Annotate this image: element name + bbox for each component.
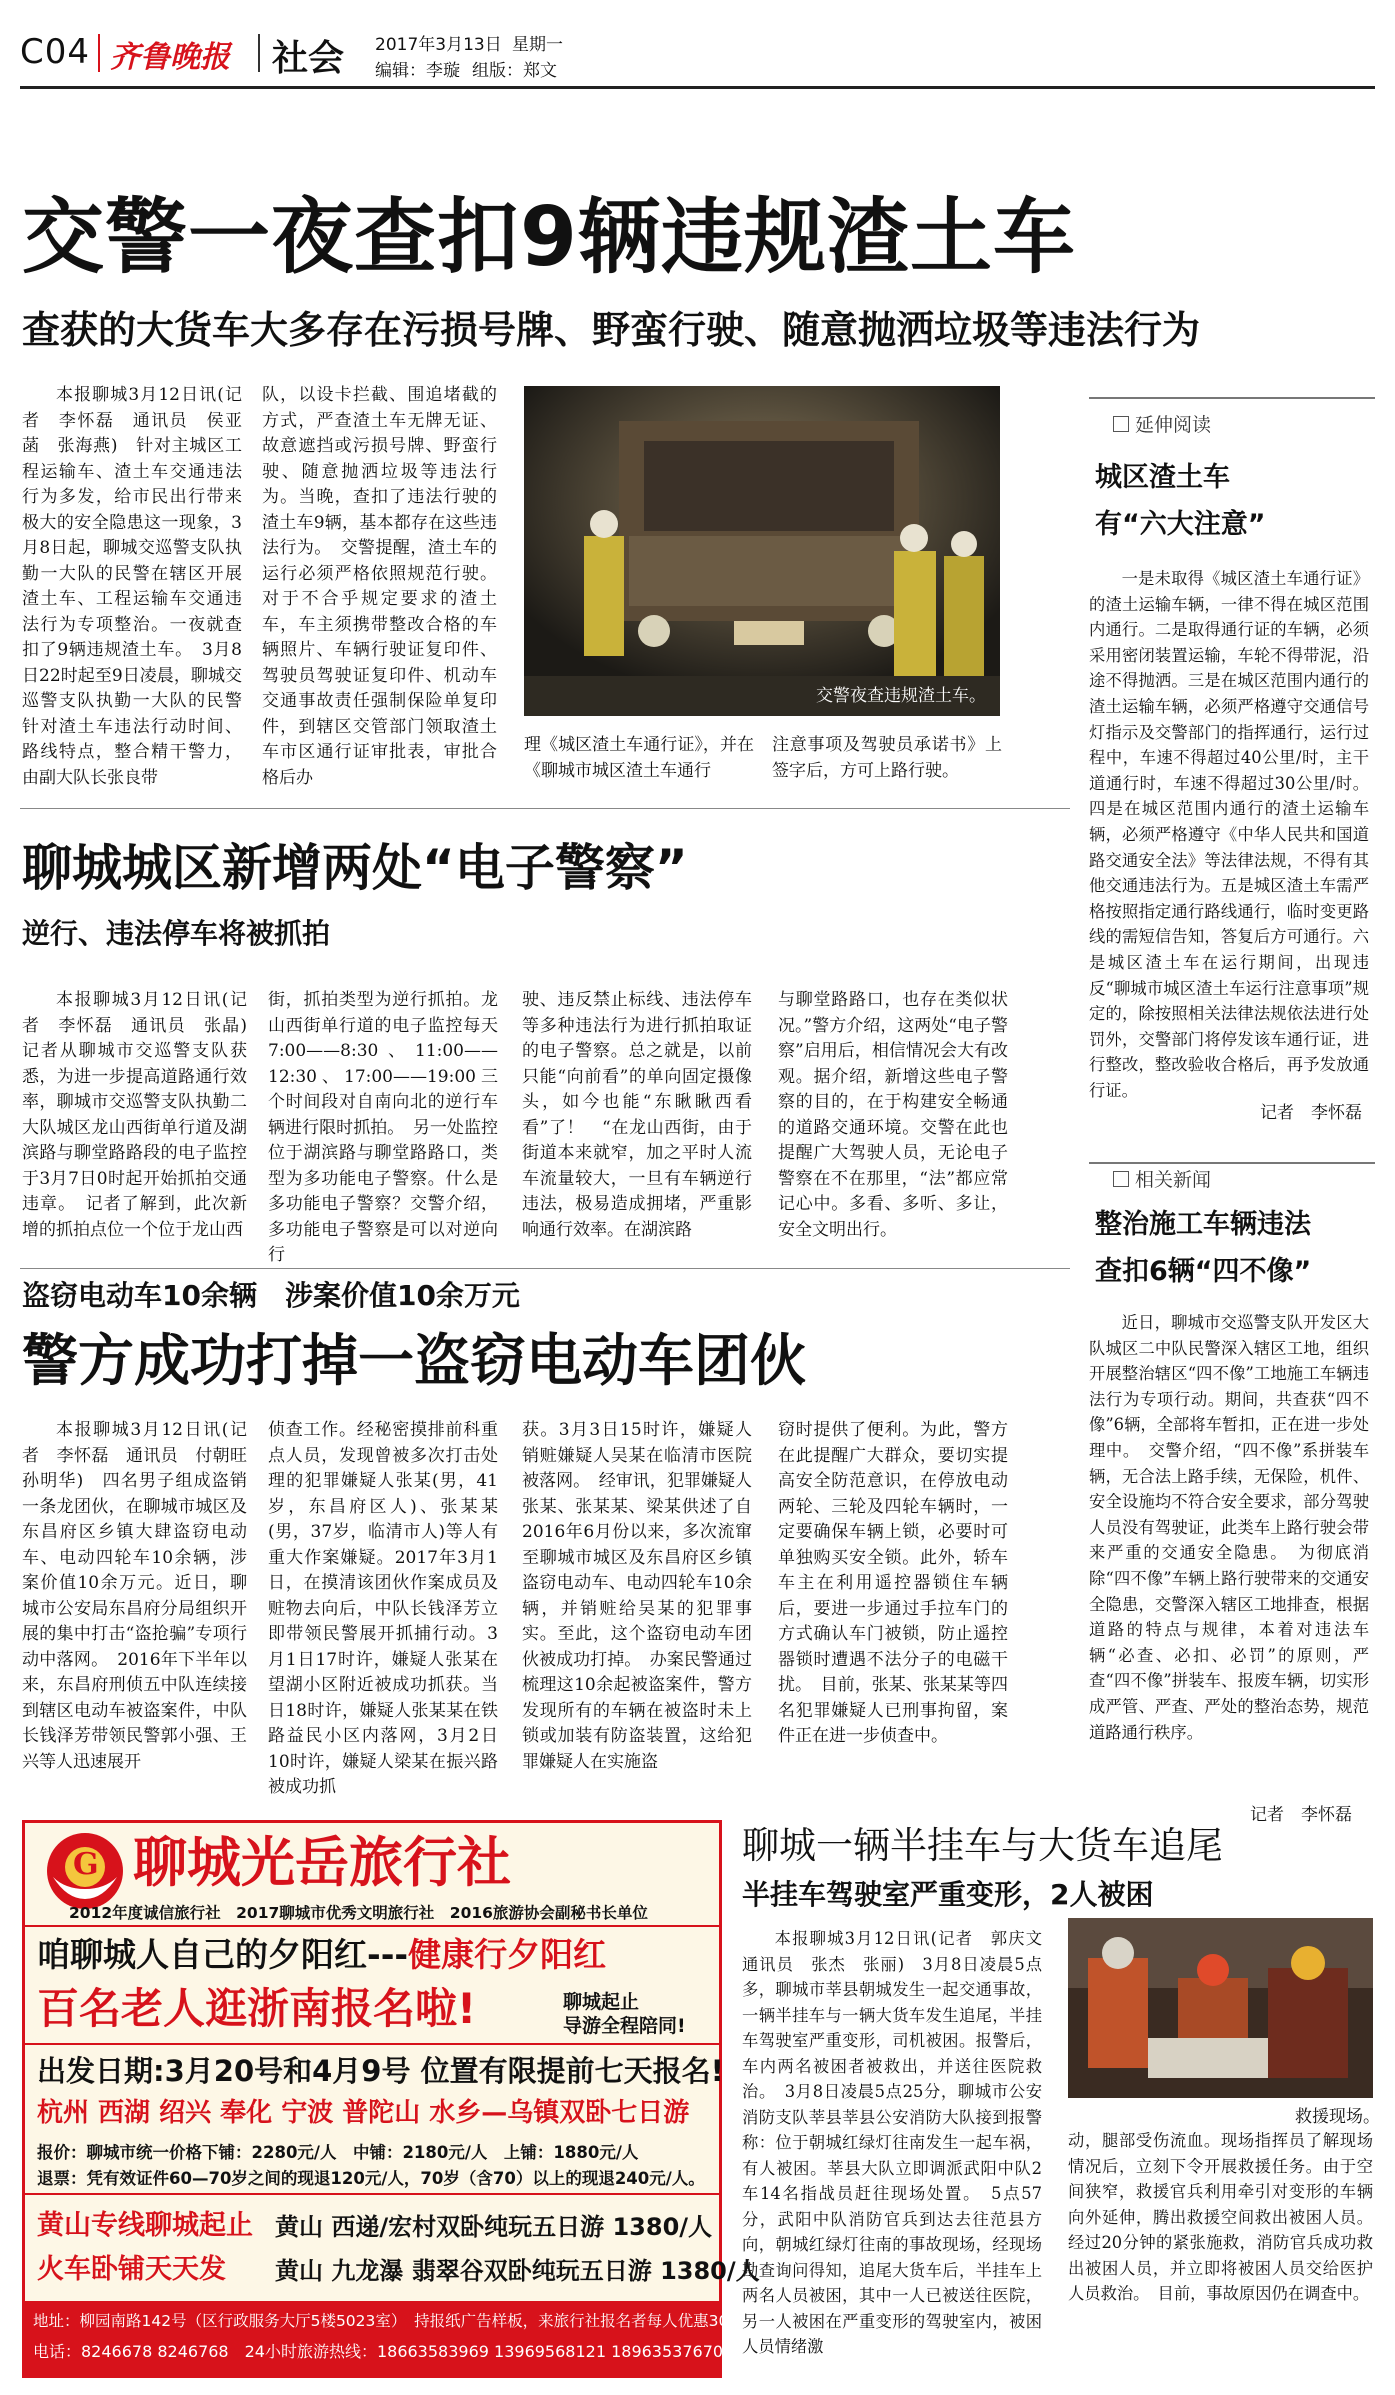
story1-subhead: 查获的大货车大多存在污损号牌、野蛮行驶、随意抛洒垃圾等违法行为 — [22, 308, 1201, 352]
sidebar2-title-line1: 整治施工车辆违法 — [1095, 1209, 1311, 1240]
ad-slogan-part2: 健康行夕阳红 — [408, 1935, 607, 1974]
ad-train-left: 火车卧铺天天发 — [37, 2254, 226, 2285]
sidebar2-body: 近日，聊城市交巡警支队开发区大队城区二中队民警深入辖区工地，组织开展整治辖区“四不像”工地施工车辆违法行为专项行动。期间，共查获“四不像”6辆，全部将车暂扣，正在进一步处理中。 交警介绍，“四不像”系拼装车辆，无合法上路手续，无保险，机件、安全设施均不符合安全要求，部分驾驶人员没有驾驶证，此类车上路行驶会带来严重的交通安全隐患。 为彻底消除“四不像”车辆上路行驶带来的交通安全隐患，交警深入辖区工地排查，根据道路的特点与规律，本着对违法车辆“必查、必扣、必罚”的原则，严查“四不像”拼装车、报废车辆，切实形成严管、严查、严处的整治态势，规范道路通行秩序。 — [1089, 1313, 1369, 1742]
story4-column-2: 动，腿部受伤流血。现场指挥员了解现场情况后，立刻下令开展救援任务。由于空间狭窄，救援官兵利用牵引对变形的车辆向外延伸，腾出救援空间救出被困人员。经过20分钟的紧张施救，消防官兵成功救出被困人员，并立即将被困人员交给医护人员救治。 目前，事故原因仍在调查中。 — [1068, 2131, 1373, 2303]
editor-credit: 编辑：李璇 — [375, 61, 460, 81]
ad-divider — [25, 1925, 719, 1927]
ad-phone: 电话：8246678 8246768 24小时旅游热线：18663583969 13969568121 18963537670 — [33, 2342, 724, 2361]
story1-photo — [524, 386, 1000, 716]
ad-huangshan-right: 黄山 西递/宏村双卧纯玩五日游 1380/人 — [275, 2213, 713, 2241]
story3-column-4: 窃时提供了便利。为此，警方在此提醒广大群众，要切实提高安全防范意识，在停放电动两轮、三轮及四轮车辆时，一定要确保车辆上锁，必要时可单独购买安全锁。此外，轿车车主在利用遥控器锁住车辆后，要进一步通过手拉车门的方式确认车门被锁，防止遥控器锁时遭遇不法分子的电磁干扰。 目前，张某、张某某等四名犯罪嫌疑人已刑事拘留，案件正在进一步侦查中。 — [778, 1420, 1008, 1746]
travel-ad — [22, 1820, 765, 2378]
rescue-scene-photo — [1068, 1918, 1373, 2098]
company-name: 聊城光岳旅行社 — [133, 1831, 511, 1894]
masthead-divider — [258, 34, 260, 72]
ad-divider — [25, 2043, 719, 2045]
ad-address: 地址：柳园南路142号（区行政服务大厅5楼5023室） 持报纸广告样板，来旅行社报名者每人优惠30元/人 — [33, 2312, 765, 2330]
section-name: 社会 — [272, 38, 345, 79]
paper-name: 齐鲁晚报 — [110, 40, 230, 75]
story2-column-3: 驶、违反禁止标线、违法停车等多种违法行为进行抓拍取证的电子警察。总之就是，以前只能“向前看”的单向固定摄像头，如今也能“东瞅瞅西看看”了！ “在龙山西街，由于街道本来就窄，加之平时人流车流量较大，一旦有车辆逆行违法，极易造成拥堵，严重影响通行效率。在湖滨路 — [522, 990, 752, 1240]
story3-column-2: 侦查工作。经秘密摸排前科重点人员，发现曾被多次打击处理的犯罪嫌疑人张某(男，41岁，东昌府区人)、张某某(男，37岁，临清市人)等人有重大作案嫌疑。2017年3月1日，在摸清该团伙作案成员及赃物去向后，中队长钱泽芳立即带领民警展开抓捕行动。3月1日17时许，嫌疑人张某在望湖小区附近被成功抓获。当日18时许，嫌疑人张某某在铁路益民小区内落网，3月2日10时许，嫌疑人梁某在振兴路被成功抓 — [268, 1420, 498, 1797]
sidebar1-body: 一是未取得《城区渣土车通行证》的渣土运输车辆，一律不得在城区范围内通行。二是取得通行证的车辆，必须采用密闭装置运输，车轮不得带泥，沿途不得抛洒。三是在城区范围内通行的渣土运输车辆，必须严格遵守交通信号灯指示及交警部门的指挥通行，运行过程中，车速不得超过40公里/时，主干道通行时，车速不得超过30公里/时。四是在城区范围内通行的渣土运输车辆，必须严格遵守《中华人民共和国道路交通安全法》等法律法规，不得有其他交通违法行为。五是城区渣土车需严格按照指定通行路线通行，临时变更路线的需短信告知，答复后方可通行。六是城区渣土车在运行期间，出现违反“聊城市城区渣土车运行注意事项”规定的，除按照相关法律法规依法进行处罚外，交警部门将停发该车通行证，进行整改，整改验收合格后，再予发放通行证。 — [1089, 569, 1369, 1100]
sidebar1-label — [1113, 410, 1211, 437]
ad-slogan2: 百名老人逛浙南报名啦! — [37, 1984, 477, 2033]
ad-refund: 退票：凭有效证件60—70岁之间的现退120元/人，70岁（含70）以上的现退240元/人。 — [37, 2169, 705, 2188]
sidebar1-title-line2: 有“六大注意” — [1095, 509, 1266, 540]
company-logo — [47, 1833, 123, 1909]
ad-slogan-part1: 咱聊城人自己的夕阳红--- — [37, 1935, 409, 1974]
story4-photo — [1068, 1918, 1373, 2098]
ad-route: 杭州 西湖 绍兴 奉化 宁波 普陀山 水乡—乌镇双卧七日游 — [37, 2098, 690, 2128]
sidebar1-label-text: 延伸阅读 — [1135, 414, 1212, 436]
masthead-divider — [98, 34, 100, 72]
story2-subhead: 逆行、违法停车将被抓拍 — [22, 917, 331, 950]
sidebar1-title-line1: 城区渣土车 — [1095, 462, 1230, 493]
story4-subhead: 半挂车驾驶室严重变形，2人被困 — [742, 1878, 1154, 1911]
ad-slogan — [37, 1933, 606, 1977]
ad-departure: 出发日期:3月20号和4月9号 位置有限提前七天报名! — [37, 2054, 724, 2088]
ad-slogan2-note2: 导游全程陪同! — [563, 2015, 686, 2037]
company-honors: 2012年度诚信旅行社 2017聊城市优秀文明旅行社 2016旅游协会副秘书长单位 — [69, 1904, 648, 1922]
story3-headline: 警方成功打掉一盗窃电动车团伙 — [22, 1329, 806, 1394]
masthead-rule — [20, 86, 1375, 89]
section-divider — [20, 1268, 1070, 1269]
story1-photo-caption: 交警夜查违规渣土车。 — [816, 686, 986, 706]
story1-column-1: 本报聊城3月12日讯(记者 李怀磊 通讯员 侯亚菡 张海燕) 针对主城区工程运输车、渣土车交通违法行为多发，给市民出行带来极大的安全隐患这一现象，3月8日起，聊城交巡警支队执勤一大队的民警在辖区开展渣土车、工程运输车交通违法行为专项整治。一夜就查扣了9辆违规渣土车。 3月8日22时起至9日凌晨，聊城交巡警支队执勤一大队的民警针对渣土车违法行动时间、路线特点，整合精干警力，由副大队长张良带 — [22, 385, 242, 788]
story3-kicker: 盗窃电动车10余辆 涉案价值10余万元 — [22, 1279, 520, 1312]
sidebar2-title-line2: 查扣6辆“四不像” — [1095, 1256, 1312, 1287]
story1-column-3: 理《城区渣土车通行证》，并在《聊城市城区渣土车通行 — [524, 735, 754, 781]
story2-column-1: 本报聊城3月12日讯(记者 李怀磊 通讯员 张晶) 记者从聊城市交巡警支队获悉，为进一步提高道路通行效率，聊城市交巡警支队执勤二大队城区龙山西街单行道及湖滨路与聊堂路路段的电子监控于3月7日0时起开始抓拍交通违章。 记者了解到，此次新增的抓拍点位一个位于龙山西 — [22, 990, 264, 1240]
issue-date: 2017年3月13日 — [375, 35, 502, 55]
ad-divider — [25, 2193, 719, 2195]
story3-column-1: 本报聊城3月12日讯(记者 李怀磊 通讯员 付朝旺 孙明华) 四名男子组成盗销一条龙团伙，在聊城市城区及东昌府区乡镇大肆盗窃电动车、电动四轮车10余辆，涉案价值10余万元。近日，聊城市公安局东昌府分局组织开展的集中打击“盗抢骗”专项行动中落网。 2016年下半年以来，东昌府刑侦五中队连续接到辖区电动车被盗案件，中队长钱泽芳带领民警郭小强、王兴等人迅速展开 — [22, 1420, 264, 1772]
sidebar1-author: 记者 李怀磊 — [1260, 1103, 1362, 1123]
truck-night-photo — [524, 386, 1000, 716]
story3-column-3: 获。3月3日15时许，嫌疑人销赃嫌疑人吴某在临清市医院被落网。 经审讯，犯罪嫌疑人张某、张某某、梁某供述了自2016年6月份以来，多次流窜至聊城市城区及东昌府区乡镇盗窃电动车、电动四轮车10余辆，并销赃给吴某的犯罪事实。至此，这个盗窃电动车团伙被成功打掉。 办案民警通过梳理这10余起被盗案件，警方发现所有的车辆在被盗时未上锁或加装有防盗装置，这给犯罪嫌疑人在实施盗 — [522, 1420, 752, 1772]
sidebar1-top-rule — [1089, 397, 1375, 399]
checkbox-icon — [1113, 416, 1129, 432]
checkbox-icon — [1113, 1171, 1129, 1187]
sidebar2-label — [1113, 1165, 1211, 1192]
sidebar2-label-text: 相关新闻 — [1135, 1169, 1212, 1191]
section-divider — [20, 808, 1070, 809]
issue-weekday: 星期一 — [512, 35, 563, 55]
masthead — [20, 26, 1375, 82]
story4-column-1: 本报聊城3月12日讯(记者 郭庆文 通讯员 张杰 张丽) 3月8日凌晨5点多，聊城市莘县朝城发生一起交通事故，一辆半挂车与一辆大货车发生追尾，半挂车驾驶室严重变形，司机被困。报警后，车内两名被困者被救出，并送往医院救治。 3月8日凌晨5点25分，聊城市公安消防支队莘县莘县公安消防大队接到报警称：位于朝城红绿灯往南发生一起车祸，有人被困。莘县大队立即调派武阳中队2车14名指战员赶往现场处置。 5点57分，武阳中队消防官兵到达去往范县方向，朝城红绿灯往南的事故现场，经现场勘查询问得知，追尾大货车后，半挂车上两名人员被困，其中一人已被送往医院，另一人被困在严重变形的驾驶室内，被困人员情绪激 — [742, 1929, 1059, 2356]
story2-column-4: 与聊堂路路口，也存在类似状况。”警方介绍，这两处“电子警察”启用后，相信情况会大有改观。据介绍，新增这些电子警察的目的，在于构建安全畅通的道路交通环境。交警在此也提醒广大驾驶人员，无论电子警察在不在那里，“法”都应常记心中。多看、多听、多让，安全文明出行。 — [778, 990, 1008, 1240]
story2-column-2: 街，抓拍类型为逆行抓拍。龙山西街单行道的电子监控每天7:00——8:30、11:00——12:30、17:00——19:00三个时间段对自南向北的逆行车辆进行限时抓拍。 另一处监控位于湖滨路与聊堂路路口，类型为多功能电子警察。什么是多功能电子警察？交警介绍，多功能电子警察是可以对逆向行 — [268, 990, 498, 1265]
ad-slogan2-note1: 聊城起止 — [563, 1991, 640, 2013]
story2-headline: 聊城城区新增两处“电子警察” — [22, 839, 688, 897]
story1-headline: 交警一夜查扣9辆违规渣土车 — [22, 190, 1077, 285]
story1-column-4: 注意事项及驾驶员承诺书》上签字后，方可上路行驶。 — [772, 735, 1002, 781]
ad-price: 报价：聊城市统一价格下铺：2280元/人 中铺：2180元/人 上铺：1880元/人 — [37, 2143, 639, 2162]
story1-column-2: 队，以设卡拦截、围追堵截的方式，严查渣土车无牌无证、故意遮挡或污损号牌、野蛮行驶、随意抛洒垃圾等违法行为。当晚，查扣了违法行驶的渣土车9辆，基本都存在这些违法行为。 交警提醒，渣土车的运行必须严格依照规范行驶。对于不合乎规定要求的渣土车，车主须携带整改合格的车辆照片、车辆行驶证复印件、驾驶员驾驶证复印件、机动车交通事故责任强制保险单复印件，到辖区交管部门领取渣土车市区通行证审批表，审批合格后办 — [262, 385, 497, 788]
layout-credit: 组版：郑文 — [472, 61, 557, 81]
page-number: C04 — [20, 32, 91, 72]
story4-photo-caption: 救援现场。 — [1295, 2107, 1380, 2127]
ad-train-right: 黄山 九龙瀑 翡翠谷双卧纯玩五日游 1380/人 — [275, 2257, 760, 2285]
sidebar2-author: 记者 李怀磊 — [1250, 1805, 1352, 1825]
sidebar2-top-rule — [1089, 1162, 1375, 1164]
story4-headline: 聊城一辆半挂车与大货车追尾 — [742, 1824, 1223, 1867]
ad-huangshan-left: 黄山专线聊城起止 — [37, 2210, 253, 2241]
logo-letter: G — [73, 1847, 99, 1882]
